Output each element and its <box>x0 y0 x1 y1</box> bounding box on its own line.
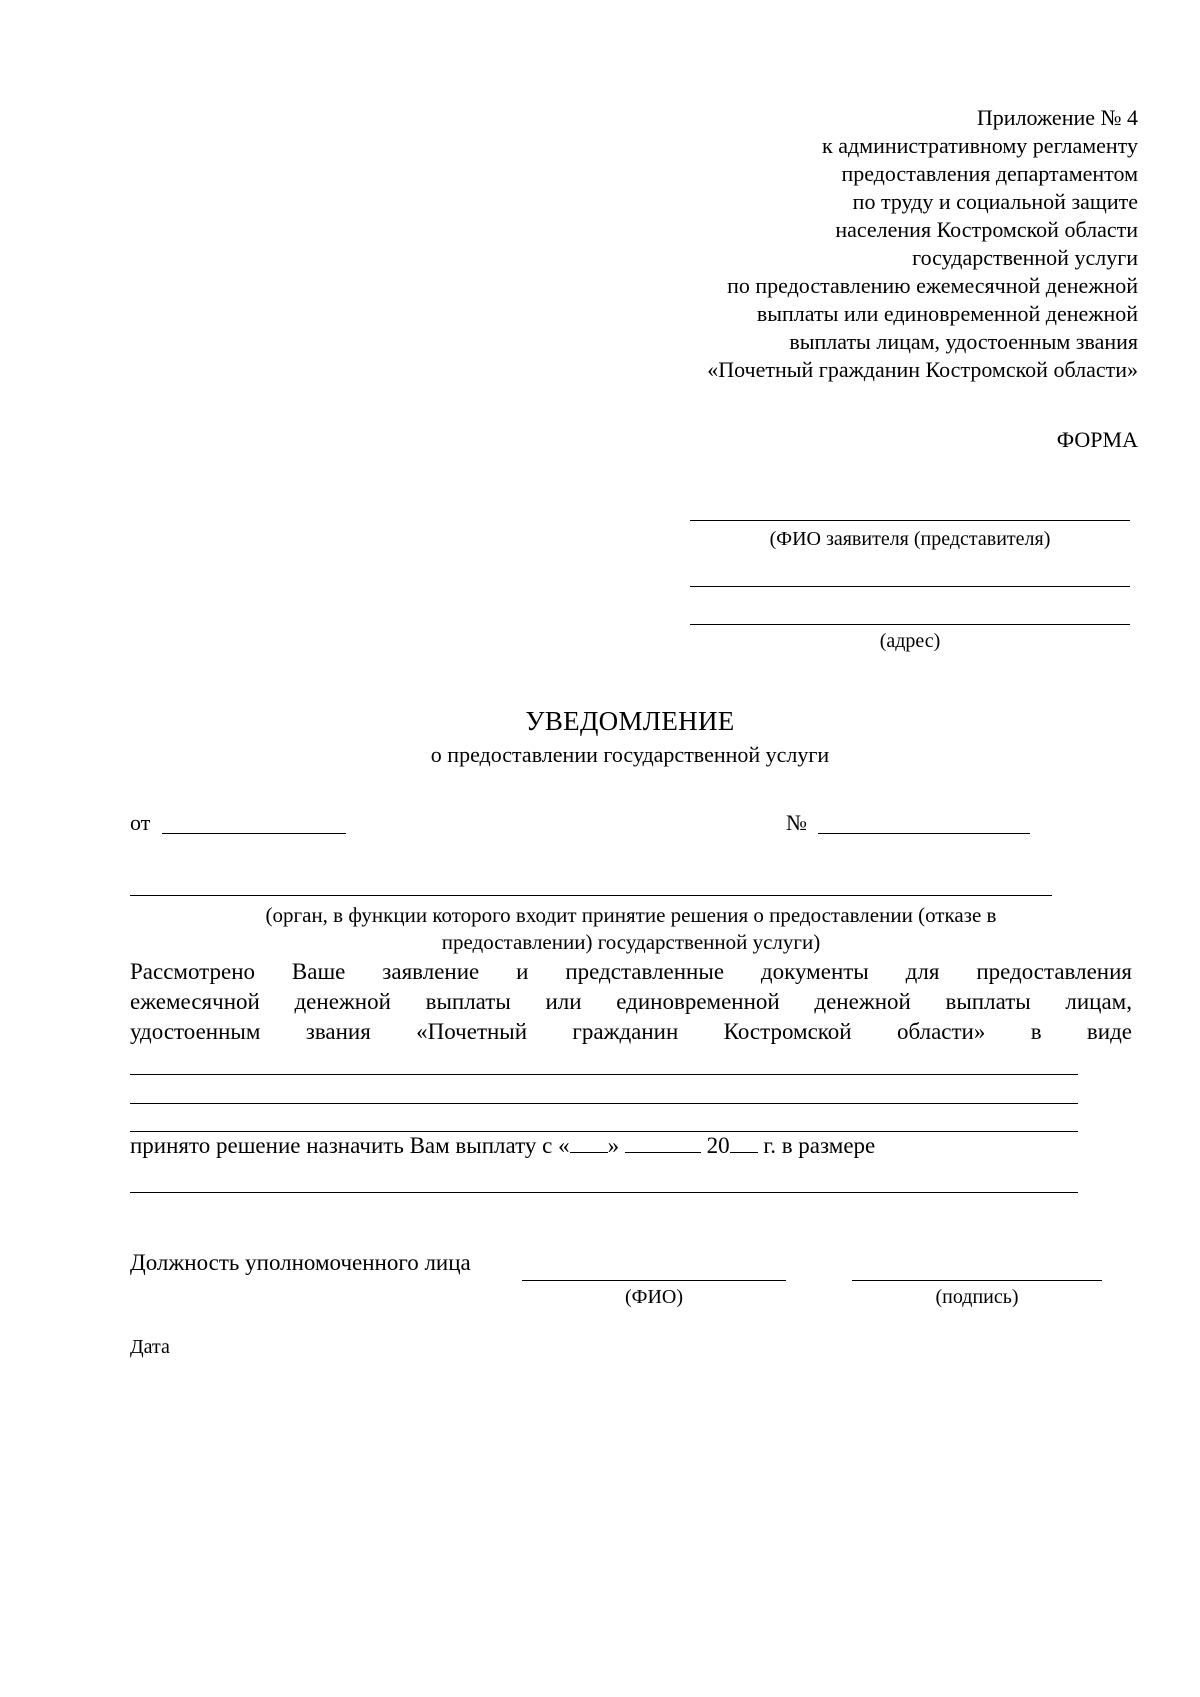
position-label: Должность уполномоченного лица <box>130 1250 471 1275</box>
appendix-line: по труду и социальной защите <box>852 189 1138 214</box>
signature-line[interactable] <box>852 1280 1102 1281</box>
fio-line[interactable] <box>522 1280 786 1281</box>
form-label: ФОРМА <box>1056 427 1138 452</box>
body-line: ежемесячной денежной выплаты или единовременной денежной выплаты лицам, <box>130 989 1132 1014</box>
applicant-name-line[interactable] <box>690 520 1130 521</box>
decision-year-prefix: 20 <box>706 1133 730 1158</box>
appendix-line: предоставления департаментом <box>841 161 1138 186</box>
appendix-line: выплаты лицам, удостоенным звания <box>789 329 1138 354</box>
date-label: Дата <box>130 1336 170 1358</box>
organ-line[interactable] <box>130 895 1052 896</box>
decision-text-1: принято решение назначить Вам выплату с « <box>130 1133 570 1158</box>
decision-line <box>130 1132 875 1159</box>
from-date-line[interactable] <box>162 833 346 834</box>
applicant-address-caption: (адрес) <box>879 630 941 652</box>
document-title: УВЕДОМЛЕНИЕ <box>525 706 735 736</box>
amount-line[interactable] <box>130 1192 1078 1193</box>
applicant-name-caption: (ФИО заявителя (представителя) <box>769 528 1051 550</box>
applicant-address-line-2[interactable] <box>690 624 1130 625</box>
body-line: Рассмотрено Ваше заявление и представленные документы для предоставления <box>130 959 1132 984</box>
document-subtitle: о предоставлении государственной услуги <box>430 742 830 767</box>
decision-text-2: » <box>607 1133 620 1158</box>
appendix-line: выплаты или единовременной денежной <box>756 301 1138 326</box>
decision-month-field[interactable] <box>625 1132 701 1153</box>
organ-caption-line1: (орган, в функции которого входит принятие решения о предоставлении (отказе в <box>265 903 997 927</box>
organ-caption-line2: предоставлении) государственной услуги) <box>441 930 821 954</box>
body-line: удостоенным звания «Почетный гражданин Костромской области» в виде <box>130 1019 1132 1044</box>
appendix-line: Приложение № 4 <box>976 105 1138 130</box>
number-label: № <box>786 810 807 835</box>
decision-text-4: г. в размере <box>763 1133 876 1158</box>
appendix-line: «Почетный гражданин Костромской области» <box>707 357 1138 382</box>
decision-year-field[interactable] <box>730 1132 758 1153</box>
appendix-line: государственной услуги <box>912 245 1138 270</box>
appendix-line: к административному регламенту <box>822 133 1138 158</box>
signature-caption: (подпись) <box>935 1286 1019 1308</box>
applicant-address-line-1[interactable] <box>690 586 1130 587</box>
appendix-line: населения Костромской области <box>835 217 1138 242</box>
decision-day-field[interactable] <box>570 1132 608 1153</box>
body-paragraph <box>130 957 1132 1047</box>
blank-line-1[interactable] <box>130 1074 1078 1075</box>
fio-caption: (ФИО) <box>624 1286 683 1308</box>
number-line[interactable] <box>818 833 1030 834</box>
blank-line-2[interactable] <box>130 1103 1078 1104</box>
from-label: от <box>130 810 151 835</box>
appendix-header <box>707 104 1138 384</box>
appendix-line: по предоставлению ежемесячной денежной <box>727 273 1138 298</box>
